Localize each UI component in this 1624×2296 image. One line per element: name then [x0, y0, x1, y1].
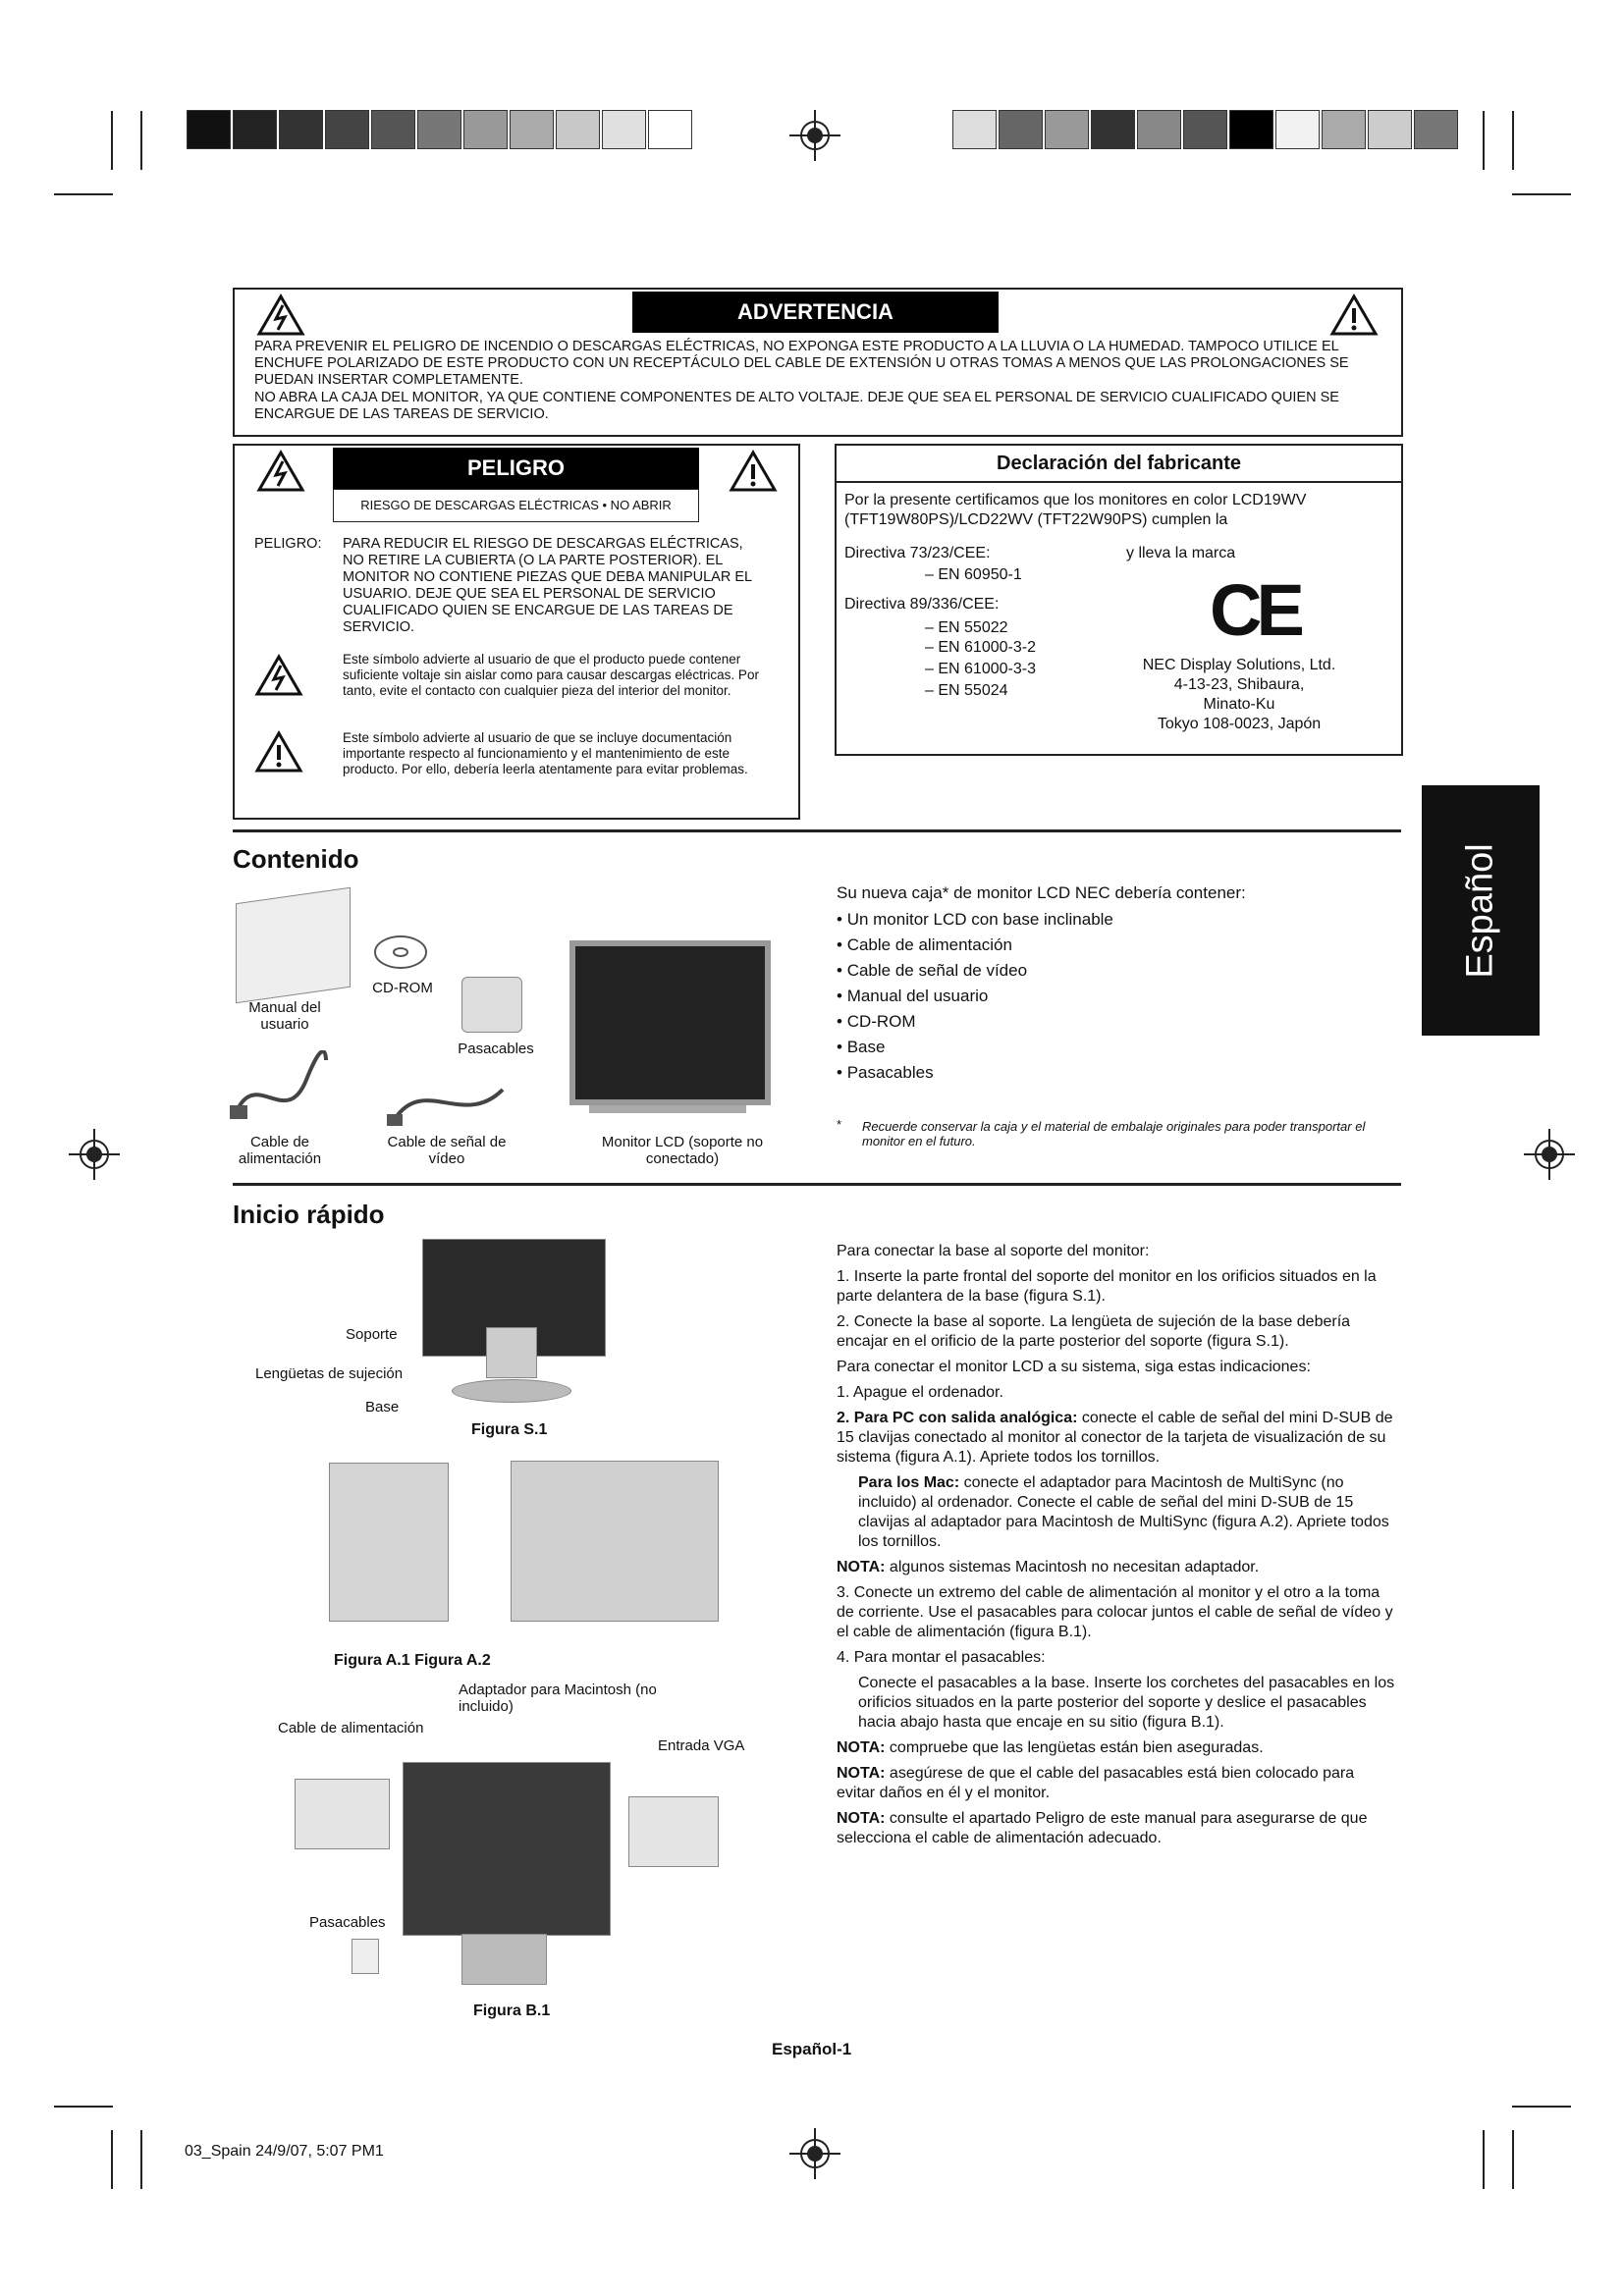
color-swatch	[463, 110, 508, 149]
figure-a1-pc	[329, 1463, 449, 1622]
company-line: 4-13-23, Shibaura,	[1173, 676, 1305, 693]
registration-mark-icon	[1524, 1129, 1575, 1180]
nota-text: consulte el apartado Peligro de este manual para asegurarse de que selecciona el cable de alimentación adecuado.	[837, 1810, 1368, 1846]
lcd-monitor-bezel	[589, 1105, 746, 1113]
pasacables-illustration	[461, 977, 522, 1033]
color-swatch	[1414, 110, 1458, 149]
list-item: • Un monitor LCD con base inclinable	[837, 907, 1113, 933]
directiva-1: Directiva 73/23/CEE:	[844, 545, 991, 561]
crop-mark	[1512, 193, 1571, 195]
peligro-label: PELIGRO:	[254, 536, 322, 552]
exclamation-warning-icon	[1329, 294, 1379, 337]
crop-mark	[1483, 111, 1485, 170]
directiva-2-item: – EN 55022	[925, 619, 1008, 636]
peligro-subtitle: RIESGO DE DESCARGAS ELÉCTRICAS • NO ABRIR	[333, 489, 699, 522]
directiva-2: Directiva 89/336/CEE:	[844, 596, 1000, 613]
color-swatch	[510, 110, 554, 149]
label-soporte: Soporte	[346, 1326, 398, 1343]
nota-label: NOTA:	[837, 1810, 886, 1827]
video-cable-icon	[385, 1075, 513, 1129]
figure-a-caption: Figura A.1 Figura A.2	[334, 1652, 491, 1669]
color-swatch	[999, 110, 1043, 149]
crop-mark	[111, 111, 113, 170]
label-lenguetas: Lengüetas de sujeción	[255, 1365, 404, 1382]
section-divider	[233, 829, 1401, 832]
company-line: Tokyo 108-0023, Japón	[1157, 716, 1322, 732]
nota-label: NOTA:	[837, 1739, 886, 1756]
instruction-step: 4. Para montar el pasacables:	[837, 1649, 1046, 1666]
ce-mark-icon: CE	[1210, 569, 1299, 651]
color-swatch	[233, 110, 277, 149]
crop-mark	[54, 193, 113, 195]
label-base: Base	[365, 1399, 400, 1415]
list-item: • Manual del usuario	[837, 984, 1113, 1009]
directiva-1-item: – EN 60950-1	[925, 566, 1022, 583]
page-number: Español-1	[772, 2040, 852, 2058]
peligro-box	[233, 444, 800, 820]
figure-b1-detail-left	[295, 1779, 390, 1849]
label-cable-alimentacion: Cable de alimentación	[278, 1720, 424, 1736]
caption-pasacables: Pasacables	[458, 1041, 534, 1057]
color-strip-left	[187, 110, 694, 149]
nota-text: compruebe que las lengüetas están bien aseguradas.	[889, 1739, 1264, 1756]
inicio-heading: Inicio rápido	[233, 1200, 385, 1229]
crop-mark	[140, 2130, 142, 2189]
crop-mark	[111, 2130, 113, 2189]
power-outlet-icon	[352, 1939, 379, 1974]
footnote-mark: *	[837, 1117, 842, 1132]
list-item: • Cable de alimentación	[837, 933, 1113, 958]
color-swatch	[952, 110, 997, 149]
electric-warning-icon	[256, 450, 305, 493]
instruction-step: 1. Inserte la parte frontal del soporte del monitor en los orificios situados en la parte delantera de la base (figura S.1).	[837, 1268, 1377, 1305]
color-swatch	[417, 110, 461, 149]
peligro-symbol2-text: Este símbolo advierte al usuario de que se incluye documentación importante respecto al funcionamiento y el mantenimiento de este producto. Por ello, debería leerla atentamente para evitar problemas.	[343, 730, 748, 776]
caption-monitor-lcd: Monitor LCD (soporte no conectado)	[601, 1134, 764, 1167]
peligro-title: PELIGRO	[333, 448, 699, 489]
power-cable-icon	[228, 1050, 336, 1129]
contenido-intro: Su nueva caja* de monitor LCD NEC debería contener:	[837, 883, 1246, 902]
instruction-bold: 2. Para PC con salida analógica:	[837, 1410, 1078, 1426]
nota-label: NOTA:	[837, 1765, 886, 1782]
directiva-2-item: – EN 55024	[925, 682, 1008, 699]
color-strip-right	[952, 110, 1460, 149]
peligro-text: PARA REDUCIR EL RIESGO DE DESCARGAS ELÉCTRICAS, NO RETIRE LA CUBIERTA (O LA PARTE POSTERIOR). EL MONITOR NO CONTIENE PIEZAS QUE DEBA MANIPULAR EL USUARIO. DEJE QUE SEA EL PERSONAL DE SERVICIO CUALIFICADO QUIEN SE ENCARGUE DE LAS TAREAS DE SERVICIO.	[343, 536, 752, 635]
nota	[837, 1809, 1396, 1848]
crop-mark	[140, 111, 142, 170]
color-swatch	[279, 110, 323, 149]
contenido-footnote: Recuerde conservar la caja y el material de embalaje originales para poder transportar el monitor en el futuro.	[862, 1119, 1366, 1148]
figure-b1-caption: Figura B.1	[473, 2002, 551, 2019]
instruction-body: conecte el cable de señal del mini D-SUB de 15 clavijas conectado al monitor al conector de la tarjeta de visualización de su sistema (figura A.1). Apriete todos los tornillos.	[837, 1410, 1393, 1466]
declaracion-title: Declaración del fabricante	[837, 446, 1401, 483]
directiva-2-item: – EN 61000-3-2	[925, 639, 1036, 656]
instruction-body: Conecte el pasacables a la base. Inserte los corchetes del pasacables en los orificios situados en la parte posterior del soporte y deslice el pasacables hacia abajo hasta que encaje en su sitio (figura B.1).	[858, 1675, 1395, 1731]
color-swatch	[1045, 110, 1089, 149]
registration-mark-icon	[789, 110, 840, 161]
caption-cable-alimentacion: Cable de alimentación	[238, 1134, 322, 1167]
figure-a2-mac	[511, 1461, 719, 1622]
contenido-list	[837, 907, 1113, 1086]
registration-mark-icon	[69, 1129, 120, 1180]
exclamation-warning-icon	[729, 450, 778, 493]
instruction-step: 2. Conecte la base al soporte. La lengüeta de sujeción de la base debería encajar en el orificio de la parte posterior del soporte (figura S.1).	[837, 1313, 1351, 1350]
instruction-step	[837, 1409, 1396, 1468]
color-swatch	[371, 110, 415, 149]
instruction-step	[837, 1473, 1396, 1552]
color-swatch	[1183, 110, 1227, 149]
language-tab-label: Español	[1459, 842, 1501, 979]
caption-manual: Manual del usuario	[248, 999, 321, 1033]
electric-warning-icon	[254, 654, 303, 697]
list-item: • Cable de señal de vídeo	[837, 958, 1113, 984]
nota	[837, 1558, 1396, 1577]
nota	[837, 1738, 1396, 1758]
label-adaptador: Adaptador para Macintosh (no incluido)	[459, 1682, 657, 1715]
caption-cd-rom: CD-ROM	[372, 980, 433, 996]
label-pasacables: Pasacables	[309, 1914, 386, 1931]
advertencia-text: PARA PREVENIR EL PELIGRO DE INCENDIO O DESCARGAS ELÉCTRICAS, NO EXPONGA ESTE PRODUCTO A LA LLUVIA O LA HUMEDAD. TAMPOCO UTILICE EL ENCHUFE POLARIZADO DE ESTE PRODUCTO CON UN RECEPTÁCULO DEL CABLE DE EXTENSIÓN U OTRAS TOMAS A MENOS QUE LAS PROLONGACIONES SE PUEDAN INSERTAR COMPLETAMENTE.	[254, 339, 1349, 388]
list-item: • CD-ROM	[837, 1009, 1113, 1035]
color-swatch	[1322, 110, 1366, 149]
color-swatch	[325, 110, 369, 149]
nota-text: algunos sistemas Macintosh no necesitan adaptador.	[889, 1559, 1260, 1575]
advertencia-text-2: NO ABRA LA CAJA DEL MONITOR, YA QUE CONTIENE COMPONENTES DE ALTO VOLTAJE. DEJE QUE SEA EL PERSONAL DE SERVICIO CUALIFICADO QUIEN SE ENCARGUE DE LAS TAREAS DE SERVICIO.	[254, 390, 1339, 422]
contenido-heading: Contenido	[233, 844, 359, 874]
advertencia-box	[233, 288, 1403, 437]
instruction-text: Para conectar el monitor LCD a su sistema, siga estas indicaciones:	[837, 1359, 1311, 1375]
directiva-2-item: – EN 61000-3-3	[925, 661, 1036, 677]
language-tab	[1422, 785, 1540, 1036]
color-swatch	[648, 110, 692, 149]
figure-b1-detail-right	[628, 1796, 719, 1867]
exclamation-warning-icon	[254, 730, 303, 774]
caption-cable-senal: Cable de señal de vídeo	[387, 1134, 507, 1167]
label-entrada-vga: Entrada VGA	[658, 1737, 745, 1754]
lcd-monitor-illustration	[569, 940, 771, 1105]
footer-slug: 03_Spain 24/9/07, 5:07 PM1	[185, 2143, 384, 2160]
advertencia-title: ADVERTENCIA	[632, 292, 999, 333]
nota-label: NOTA:	[837, 1559, 886, 1575]
registration-mark-icon	[789, 2128, 840, 2179]
crop-mark	[1512, 2130, 1514, 2189]
instruction-step: 1. Apague el ordenador.	[837, 1384, 1003, 1401]
instruction-text: Para conectar la base al soporte del monitor:	[837, 1243, 1150, 1259]
instruction-body: conecte el adaptador para Macintosh de MultiSync (no incluido) al ordenador. Conecte el cable de señal del mini D-SUB de 15 clavijas al adaptador para Macintosh de MultiSync (figura A.2). Apriete todos los tornillos.	[858, 1474, 1389, 1550]
color-swatch	[1229, 110, 1273, 149]
declaracion-box	[835, 444, 1403, 756]
figure-s1-base	[452, 1379, 571, 1403]
instruction-step: 3. Conecte un extremo del cable de alimentación al monitor y el otro a la toma de corriente. Use el pasacables para colocar juntos el cable de señal de vídeo y el cable de alimentación (figura B.1).	[837, 1584, 1393, 1640]
list-item: • Pasacables	[837, 1060, 1113, 1086]
nota-text: asegúrese de que el cable del pasacables está bien colocado para evitar daños en él y el monitor.	[837, 1765, 1355, 1801]
company-address	[1131, 656, 1347, 734]
declaracion-intro: Por la presente certificamos que los monitores en color LCD19WV (TFT19W80PS)/LCD22WV (TFT22W90PS) cumplen la	[844, 492, 1307, 528]
color-swatch	[1275, 110, 1320, 149]
company-line: NEC Display Solutions, Ltd.	[1142, 657, 1336, 673]
manual-illustration	[236, 887, 351, 1003]
inicio-instructions	[837, 1242, 1396, 1854]
list-item: • Base	[837, 1035, 1113, 1060]
color-swatch	[1137, 110, 1181, 149]
color-swatch	[602, 110, 646, 149]
figure-b1-monitor-back	[403, 1762, 611, 1936]
figure-s1-stand	[486, 1327, 537, 1378]
crop-mark	[54, 2106, 113, 2108]
peligro-symbol1-text: Este símbolo advierte al usuario de que el producto puede contener suficiente voltaje sin aislar como para causar descargas eléctricas. Por tanto, evite el contacto con cualquier pieza del interior del monitor.	[343, 652, 759, 698]
crop-mark	[1483, 2130, 1485, 2189]
figure-s1-caption: Figura S.1	[471, 1421, 548, 1438]
cd-rom-icon	[373, 933, 428, 972]
company-line: Minato-Ku	[1203, 696, 1275, 713]
marca-text: y lleva la marca	[1126, 545, 1236, 561]
nota	[837, 1764, 1396, 1803]
color-swatch	[556, 110, 600, 149]
crop-mark	[1512, 111, 1514, 170]
color-swatch	[187, 110, 231, 149]
electric-warning-icon	[256, 294, 305, 337]
figure-b1-stand	[461, 1934, 547, 1985]
color-swatch	[1368, 110, 1412, 149]
crop-mark	[1512, 2106, 1571, 2108]
color-swatch	[1091, 110, 1135, 149]
section-divider	[233, 1183, 1401, 1186]
instruction-bold: Para los Mac:	[858, 1474, 960, 1491]
